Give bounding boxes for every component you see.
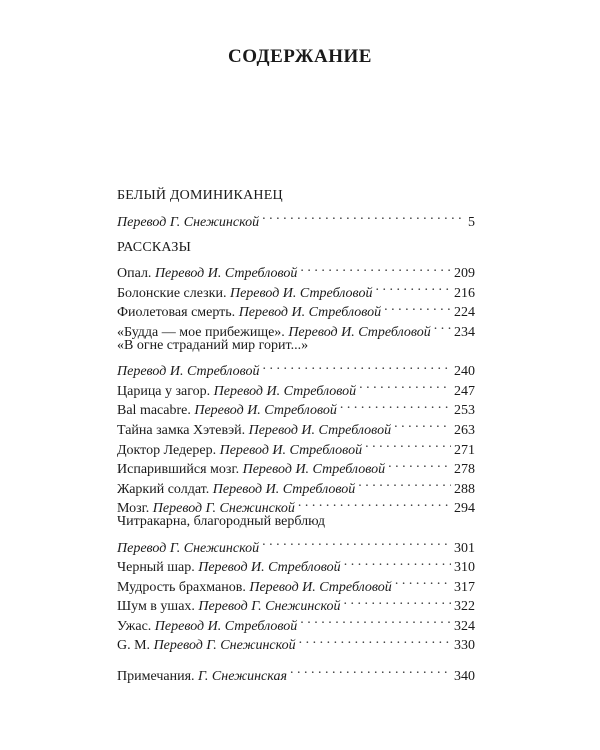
translator: Перевод И. Стребловой [229,285,373,301]
page-number: 324 [454,618,475,634]
table-of-contents [117,186,475,685]
story-title: Испарившийся мозг. [117,462,240,478]
leader-dots [290,660,451,680]
leader-dots [434,316,451,336]
translator: Перевод И. Стребловой [242,462,386,478]
page-title: СОДЕРЖАНИЕ [228,46,372,67]
leader-dots [300,610,451,630]
leader-dots [299,630,451,650]
page-number: 294 [454,501,475,517]
story-title: Доктор Ледерер. [117,442,217,458]
translator: Перевод Г. Снежинской [152,501,295,517]
toc-entry[interactable] [117,532,475,556]
leader-dots [359,375,451,395]
page-number: 310 [454,560,475,576]
notes-title: Примечания. [117,669,195,685]
leader-dots [262,206,465,226]
page-number: 224 [454,305,475,321]
story-title: Черный шар. [117,560,195,576]
story-title: Bal macabre. [117,403,191,419]
translator: Перевод И. Стребловой [117,364,260,380]
page-number: 271 [454,442,475,458]
toc-entry-notes[interactable] [117,660,475,685]
section-heading-stories: РАССКАЗЫ [117,239,192,255]
story-title: Жаркий солдат. [117,481,210,497]
page-number: 301 [454,540,475,556]
page-number: 263 [454,422,475,438]
translator: Перевод И. Стребловой [194,403,337,419]
translator: Перевод И. Стребловой [213,383,357,399]
story-title: Мозг. [117,501,150,517]
leader-dots [375,277,451,297]
page-number: 216 [454,285,475,301]
page-number: 209 [454,266,475,282]
story-title: «Будда — мое прибежище». [117,324,285,340]
leader-dots [388,454,451,474]
story-title: Опал. [117,266,152,282]
translator: Перевод Г. Снежинской [117,214,260,230]
page-number: 288 [454,481,475,497]
story-title: Мудрость брахманов. [117,579,246,595]
leader-dots [394,414,451,434]
translator: Перевод И. Стребловой [219,442,363,458]
leader-dots [365,434,451,454]
leader-dots [395,571,451,591]
toc-entry[interactable] [117,258,475,282]
page-number: 278 [454,462,475,478]
page-number: 253 [454,403,475,419]
translator: Перевод И. Стребловой [198,560,341,576]
leader-dots [300,258,451,278]
story-title: Шум в ушах. [117,599,195,615]
page-number: 330 [454,638,475,654]
leader-dots [358,473,451,493]
page-number: 340 [454,669,475,685]
leader-dots [298,493,451,513]
translator: Перевод И. Стребловой [288,324,431,340]
story-title: Царица у загор. [117,383,211,399]
notes-author: Г. Снежинская [198,669,287,685]
toc-entry[interactable] [117,356,475,380]
page-number: 322 [454,599,475,615]
story-title: Ужас. [117,618,152,634]
translator: Перевод И. Стребловой [212,481,356,497]
story-title: G. M. [117,638,151,654]
translator: Перевод И. Стребловой [248,422,392,438]
page-number: 247 [454,383,475,399]
translator: Перевод Г. Снежинской [117,540,260,556]
story-title: Болонские слезки. [117,285,227,301]
leader-dots [262,356,451,376]
leader-dots [344,591,452,611]
toc-entry[interactable] [117,206,475,230]
translator: Перевод Г. Снежинской [198,599,341,615]
translator: Перевод И. Стребловой [238,305,382,321]
leader-dots [344,552,451,572]
leader-dots [262,532,451,552]
translator: Перевод Г. Снежинской [153,638,296,654]
story-title: Фиолетовая смерть. [117,305,236,321]
page-number: 317 [454,579,475,595]
page-number: 240 [454,364,475,380]
leader-dots [384,297,451,317]
page-number: 5 [468,214,475,230]
story-title: Тайна замка Хэтевэй. [117,422,246,438]
story-title: Читракарна, благородный верблюд [117,514,325,530]
story-title: «В огне страданий мир горит...» [117,337,309,353]
translator: Перевод И. Стребловой [154,266,298,282]
page-number: 234 [454,324,475,340]
translator: Перевод И. Стребловой [249,579,392,595]
translator: Перевод И. Стребловой [154,618,298,634]
section-heading-white-dominican: БЕЛЫЙ ДОМИНИКАНЕЦ [117,188,283,203]
leader-dots [340,395,451,415]
